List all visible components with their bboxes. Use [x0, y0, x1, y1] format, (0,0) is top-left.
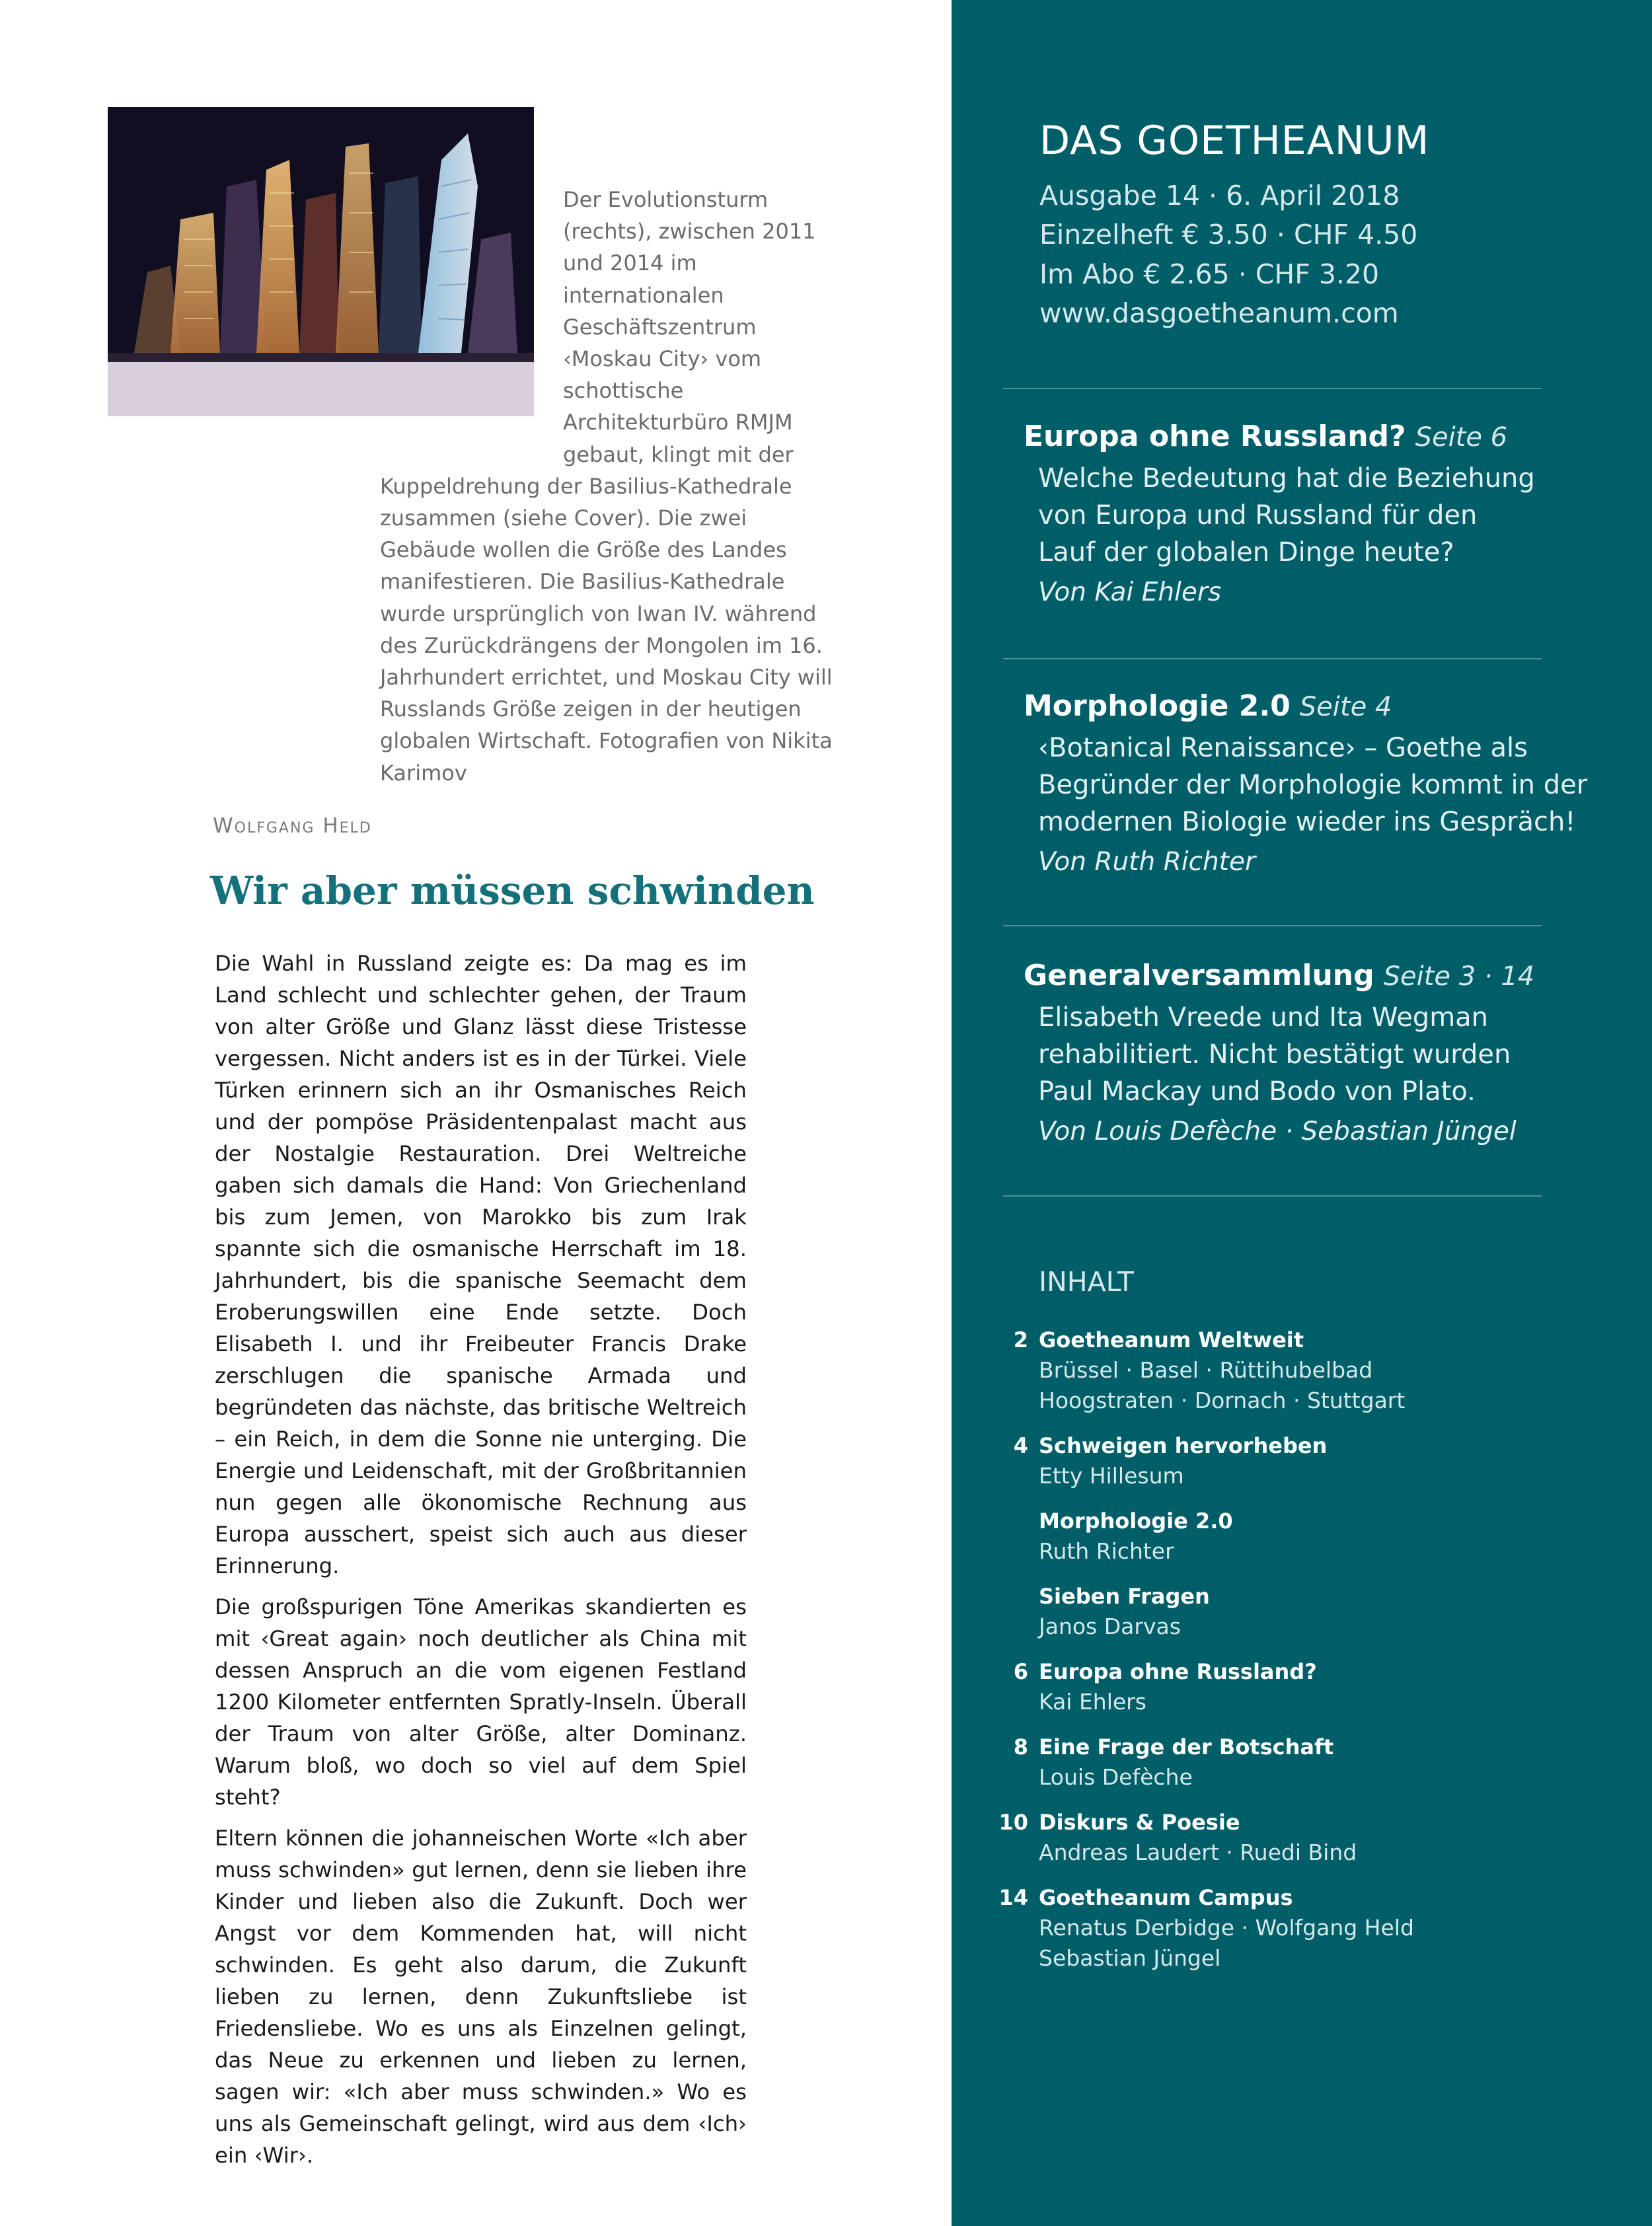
- toc-page-number: 6: [1013, 1659, 1028, 1684]
- toc-entry[interactable]: [991, 1807, 1520, 1868]
- feature-desc-line: Welche Bedeutung hat die Beziehung: [1038, 463, 1535, 494]
- feature-desc-line: rehabilitiert. Nicht bestätigt wurden: [1038, 1039, 1511, 1070]
- article-title: Wir aber müssen schwinden: [210, 868, 815, 913]
- toc-entry[interactable]: [991, 1430, 1520, 1491]
- toc-entry[interactable]: [991, 1506, 1520, 1567]
- toc-page-number: 10: [998, 1810, 1028, 1835]
- article-paragraph: Die Wahl in Russland zeigte es: Da mag es im Land schlecht und schlechter gehen, der Traum von alter Größe und Glanz lässt diese Tristesse vergessen. Nicht anders ist es in der Türkei. Viele Türken erinnern sich an ihr Osmanisches Reich und der pompöse Präsidentenpalast macht aus der Nostalgie Restauration. Drei Weltreiche gaben sich damals die Hand: Von Griechenland bis zum Jemen, von Marokko bis zum Irak spannte sich die osmanische Herrschaft im 18. Jahrhundert, bis die spanische Seemacht dem Eroberungswillen eine Ende setzte. Doch Elisabeth I. und ihr Freibeuter Francis Drake zerschlugen die spanische Armada und begründeten das nächste, das britische Weltreich – ein Reich, in dem die Sonne nie unterging. Die Energie und Leidenschaft, mit der Großbritannien nun gegen alle ökonomische Rechnung aus Europa ausschert, speist sich auch aus dieser Erinnerung.: [215, 951, 747, 1578]
- toc-subline: Renatus Derbidge · Wolfgang Held: [1039, 1915, 1414, 1941]
- article-body: [215, 947, 747, 2180]
- toc-entry[interactable]: [991, 1882, 1520, 1974]
- feature-desc-line: modernen Biologie wieder ins Gespräch!: [1038, 807, 1576, 837]
- feature-author: Von Kai Ehlers: [1038, 577, 1222, 607]
- toc-title: Morphologie 2.0: [1039, 1508, 1233, 1534]
- feature-description: [1038, 999, 1539, 1110]
- feature-teaser[interactable]: [1024, 420, 1539, 607]
- toc-entry[interactable]: [991, 1581, 1520, 1642]
- toc-page-number: 2: [1013, 1327, 1028, 1353]
- toc-subline: Ruth Richter: [1039, 1538, 1174, 1564]
- feature-desc-line: Elisabeth Vreede und Ita Wegman: [1038, 1002, 1489, 1033]
- masthead-issue: Ausgabe 14 · 6. April 2018: [1039, 180, 1400, 211]
- divider: [1003, 925, 1542, 926]
- feature-title: Generalversammlung: [1024, 959, 1374, 992]
- article-author: Wolfgang Held: [213, 814, 372, 838]
- feature-description: [1038, 460, 1539, 571]
- toc-subline: Kai Ehlers: [1039, 1689, 1146, 1715]
- masthead-website[interactable]: www.dasgoetheanum.com: [1039, 297, 1399, 329]
- divider: [1003, 658, 1542, 659]
- feature-desc-line: Paul Mackay und Bodo von Plato.: [1038, 1076, 1476, 1107]
- feature-title: Morphologie 2.0: [1024, 689, 1291, 723]
- masthead-subscription-price: Im Abo € 2.65 · CHF 3.20: [1039, 258, 1380, 290]
- feature-author: Von Louis Defèche · Sebastian Jüngel: [1038, 1117, 1517, 1146]
- masthead-single-price: Einzelheft € 3.50 · CHF 4.50: [1039, 219, 1418, 250]
- contents-heading: INHALT: [1039, 1266, 1134, 1298]
- toc-subline: Janos Darvas: [1039, 1614, 1181, 1639]
- divider: [1003, 1195, 1542, 1197]
- toc-page-number: 8: [1013, 1734, 1028, 1760]
- feature-description: [1038, 729, 1588, 840]
- feature-desc-line: Lauf der globalen Dinge heute?: [1038, 537, 1454, 568]
- toc-title: Eine Frage der Botschaft: [1039, 1734, 1334, 1760]
- article-paragraph: Eltern können die johanneischen Worte «Ich aber muss schwinden» gut lernen, denn sie lieben ihre Kinder und lieben also die Zukunft. Doch wer Angst vor dem Kommenden hat, will nicht schwinden. Es geht also darum, die Zukunft lieben zu lernen, denn Zukunftsliebe ist Friedensliebe. Wo es uns als Einzelnen gelingt, das Neue zu erkennen und lieben zu lernen, sagen wir: «Ich aber muss schwinden.» Wo es uns als Gemeinschaft gelingt, wird aus dem ‹Ich› ein ‹Wir›.: [215, 1826, 747, 2168]
- toc-page-number: 14: [998, 1885, 1028, 1910]
- feature-teaser[interactable]: [1024, 959, 1539, 1146]
- photo-caption: Der Evolutionsturm (rechts), zwischen 2011 und 2014 im internationalen Geschäftszentrum ‹Moskau City› vom schottische Architekturbüro RMJM gebaut, klingt mit der Kuppeldrehung der Basilius-Kathedrale zusammen (siehe Cover). Die zwei Gebäude wollen die Größe des Landes manifestieren. Die Basilius-Kathedrale wurde ursprünglich von Iwan IV. während des Zurückdrängens der Mongolen im 16. Jahrhundert errichtet, und Moskau City will Russlands Größe zeigen in der heutigen globalen Wirtschaft. Fotografien von Nikita Karimov: [380, 187, 833, 786]
- article-paragraph: Die großspurigen Töne Amerikas skandierten es mit ‹Great again› noch deutlicher als China mit dessen Anspruch an die vom eigenen Festland 1200 Kilometer entfernten Spratly-Inseln. Überall der Traum von alter Größe, alter Dominanz. Warum bloß, wo doch so viel auf dem Spiel steht?: [215, 1594, 747, 1810]
- feature-author: Von Ruth Richter: [1038, 847, 1256, 877]
- toc-subline: Brüssel · Basel · Rüttihubelbad: [1039, 1357, 1373, 1383]
- toc-title: Sieben Fragen: [1039, 1584, 1210, 1609]
- feature-title: Europa ohne Russland?: [1024, 420, 1406, 453]
- feature-page: Seite 4: [1299, 692, 1392, 722]
- toc-subline: Etty Hillesum: [1039, 1463, 1184, 1489]
- divider: [1003, 388, 1542, 389]
- toc-title: Goetheanum Weltweit: [1039, 1327, 1304, 1353]
- feature-teaser[interactable]: [1024, 689, 1588, 877]
- toc-subline: Hoogstraten · Dornach · Stuttgart: [1039, 1388, 1406, 1413]
- toc-title: Diskurs & Poesie: [1039, 1810, 1240, 1835]
- feature-desc-line: von Europa und Russland für den: [1038, 500, 1478, 531]
- feature-page: Seite 3 · 14: [1383, 961, 1535, 992]
- toc-entry[interactable]: [991, 1656, 1520, 1717]
- toc-entry[interactable]: [991, 1732, 1520, 1793]
- feature-page: Seite 6: [1415, 422, 1508, 453]
- toc-entry[interactable]: [991, 1325, 1520, 1416]
- toc-title: Goetheanum Campus: [1039, 1885, 1293, 1910]
- toc-title: Europa ohne Russland?: [1039, 1659, 1317, 1684]
- toc-subline: Louis Defèche: [1039, 1764, 1193, 1790]
- toc-title: Schweigen hervorheben: [1039, 1433, 1328, 1458]
- toc-subline: Sebastian Jüngel: [1039, 1945, 1221, 1971]
- toc-subline: Andreas Laudert · Ruedi Bind: [1039, 1839, 1357, 1865]
- masthead-title: DAS GOETHEANUM: [1039, 118, 1430, 164]
- table-of-contents: [991, 1325, 1520, 1988]
- feature-desc-line: ‹Botanical Renaissance› – Goethe als: [1038, 733, 1528, 763]
- feature-desc-line: Begründer der Morphologie kommt in der: [1038, 770, 1588, 800]
- toc-page-number: 4: [1013, 1433, 1028, 1458]
